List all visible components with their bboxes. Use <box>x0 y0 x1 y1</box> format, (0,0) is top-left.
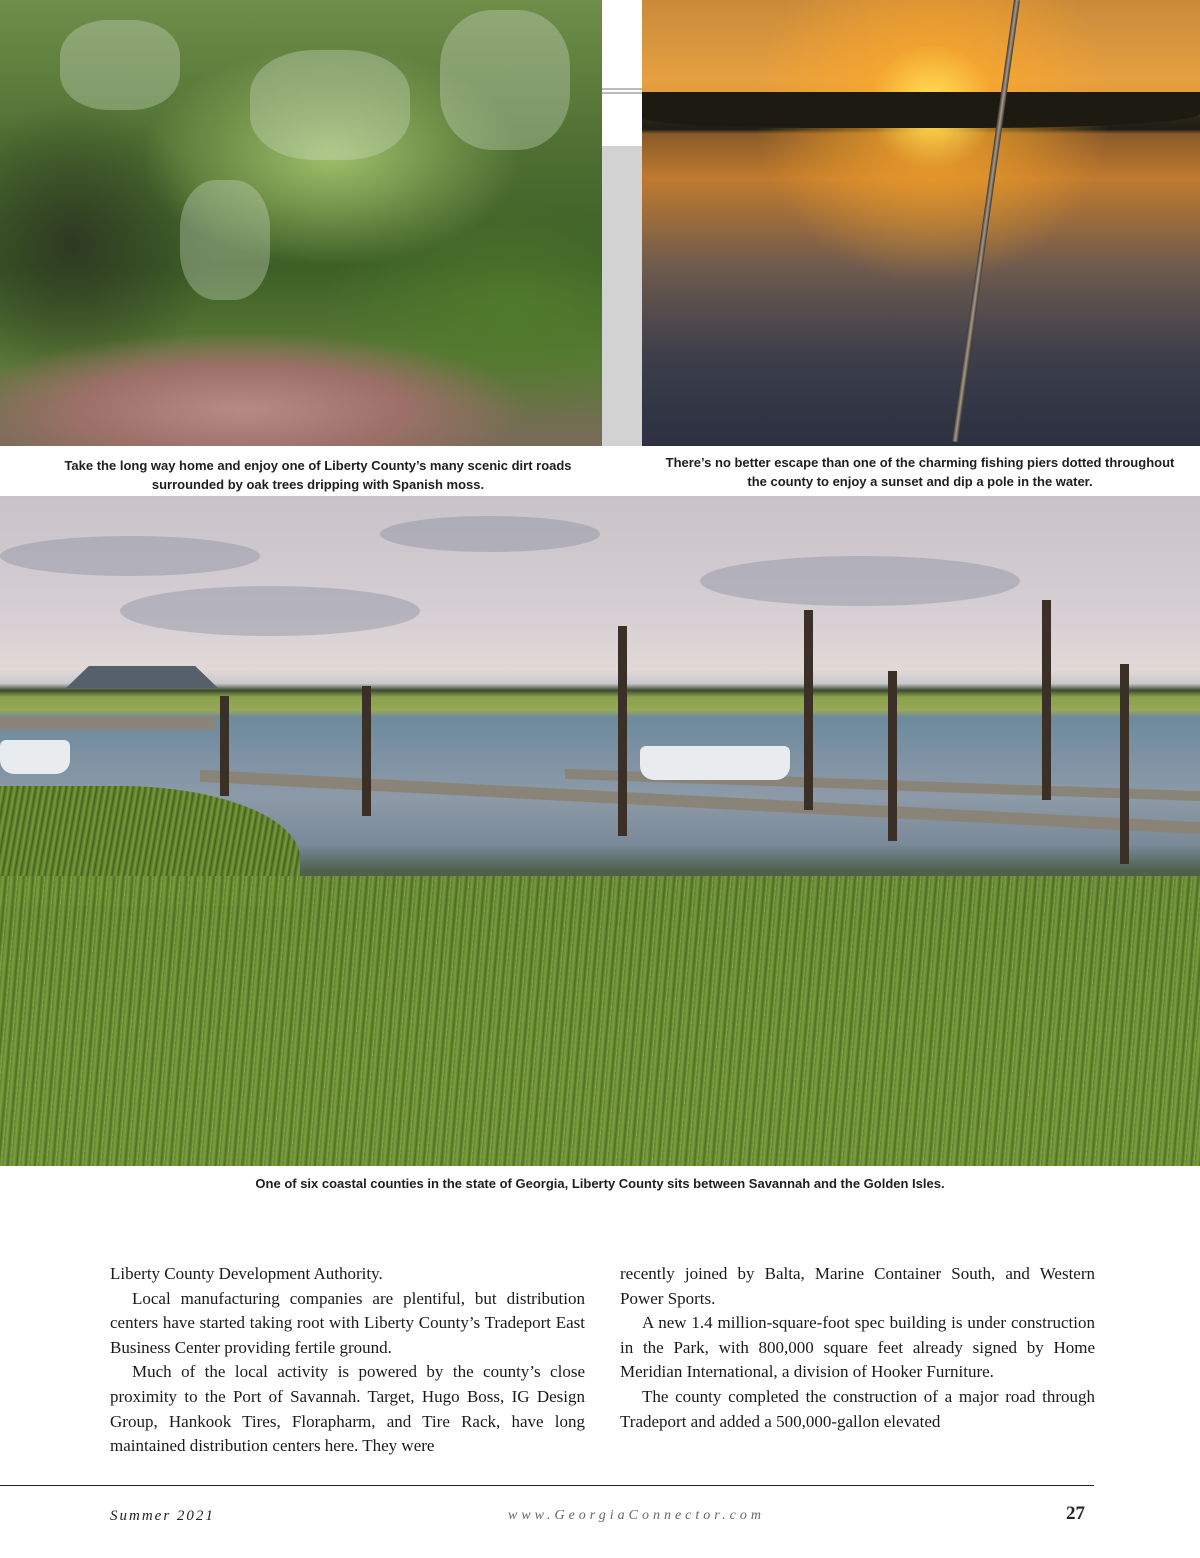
paragraph: Much of the local activity is powered by the county’s close proximity to the Port of Savannah. Target, Hugo Boss, IG Design Group, Hankook Tires, Florapharm, and Tire Rack, have long maintained distribution centers here. They were <box>110 1362 585 1456</box>
caption-road: Take the long way home and enjoy one of Liberty County’s many scenic dirt roads surrounded by oak trees dripping with Spanish moss. <box>64 458 572 492</box>
paragraph: recently joined by Balta, Marine Container South, and Western Power Sports. <box>620 1264 1095 1308</box>
page-number: 27 <box>1066 1503 1085 1524</box>
paragraph: Liberty County Development Authority. <box>110 1264 383 1283</box>
article-column-right <box>620 1262 1095 1434</box>
page-edge-mark <box>602 92 642 94</box>
caption-marsh: One of six coastal counties in the state of Georgia, Liberty County sits between Savannah and the Golden Isles. <box>255 1176 945 1191</box>
paragraph: A new 1.4 million-square-foot spec building is under construction in the Park, with 800,000 square feet already signed by Home Meridian International, a division of Hooker Furniture. <box>620 1313 1095 1382</box>
page-edge-mark <box>602 88 642 90</box>
paragraph: Local manufacturing companies are plentiful, but distribution centers have started taking root with Liberty County’s Tradeport East Business Center providing fertile ground. <box>110 1288 585 1357</box>
photo-scenic-dirt-road <box>0 0 602 446</box>
footer-divider <box>0 1485 1094 1486</box>
caption-sunset: There’s no better escape than one of the charming fishing piers dotted throughout the county to enjoy a sunset and dip a pole in the water. <box>665 455 1175 489</box>
article-column-left <box>110 1262 585 1459</box>
page-edge-gray-block <box>602 146 642 446</box>
paragraph: The county completed the construction of a major road through Tradeport and added a 500,000-gallon elevated <box>620 1386 1095 1431</box>
photo-marsh-dock <box>0 496 1200 1166</box>
footer-website-url: www.GeorgiaConnector.com <box>508 1508 765 1523</box>
footer-issue-season: Summer 2021 <box>110 1508 215 1524</box>
photo-sunset-fishing <box>642 0 1200 446</box>
fishing-pole <box>952 0 1020 442</box>
